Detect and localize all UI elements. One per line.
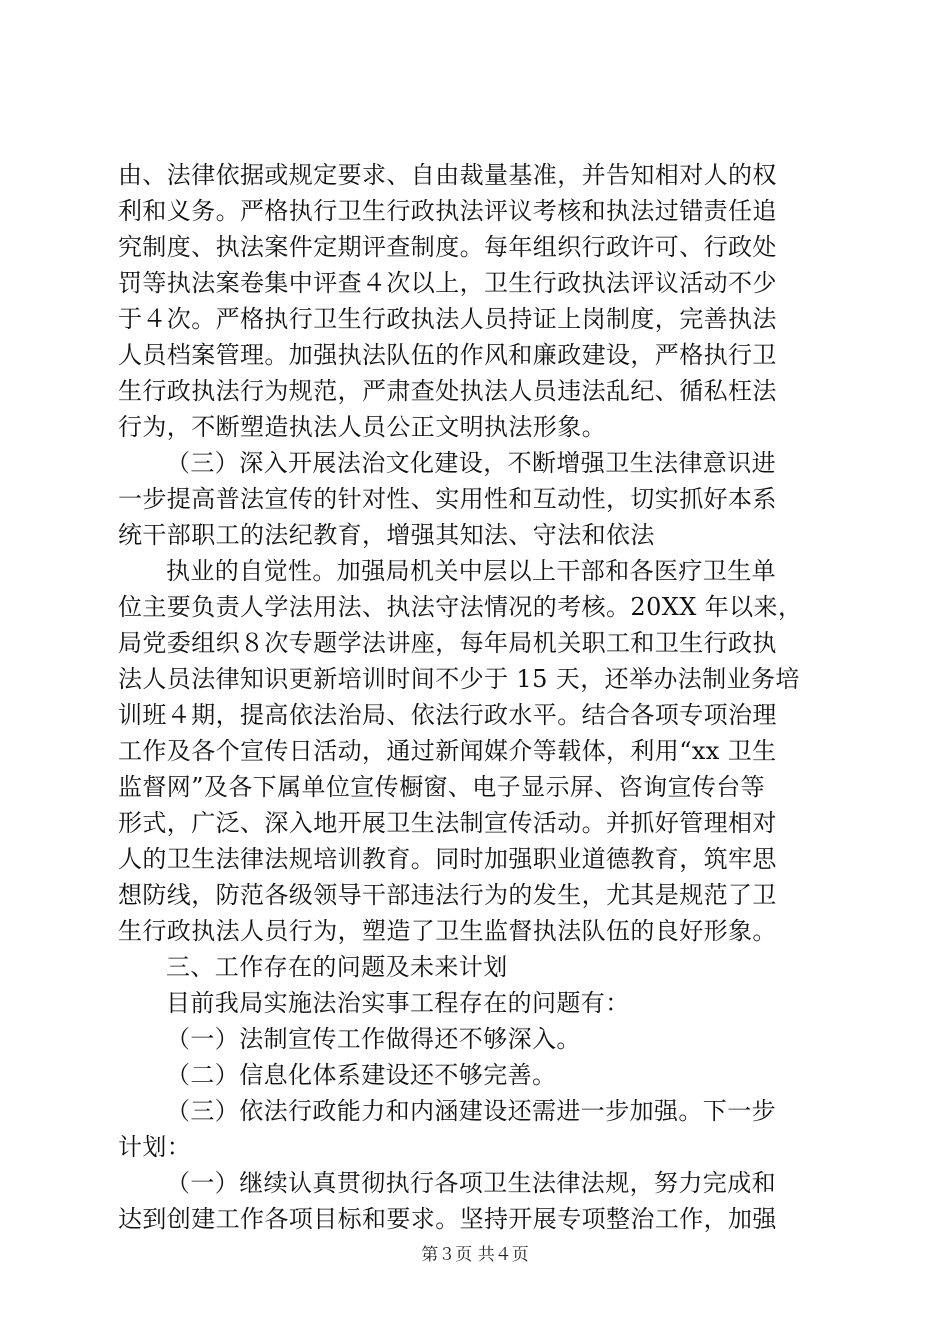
- page-footer: 第３页 共４页: [421, 1245, 529, 1265]
- text-line: 生行政执法人员行为，塑造了卫生监督执法队伍的良好形象。: [118, 917, 777, 945]
- text-line: 罚等执法案卷集中评查４次以上，卫生行政执法评议活动不少: [118, 269, 777, 297]
- text-line: 行为，不断塑造执法人员公正文明执法形象。: [118, 413, 606, 441]
- text-line: 形式，广泛、深入地开展卫生法制宣传活动。并抓好管理相对: [118, 809, 777, 837]
- text-line: （一）法制宣传工作做得还不够深入。: [166, 1025, 581, 1053]
- text-line: 统干部职工的法纪教育，增强其知法、守法和依法: [118, 521, 655, 549]
- text-line: 监督网”及各下属单位宣传橱窗、电子显示屏、咨询宣传台等: [118, 773, 766, 801]
- text-line: （三）深入开展法治文化建设，不断增强卫生法律意识进: [166, 449, 776, 477]
- section-heading: 三、工作存在的问题及未来计划: [166, 953, 508, 981]
- text-line: 一步提高普法宣传的针对性、实用性和互动性，切实抓好本系: [118, 485, 777, 513]
- text-line: 执业的自觉性。加强局机关中层以上干部和各医疗卫生单: [166, 557, 776, 585]
- text-line: 工作及各个宣传日活动，通过新闻媒介等载体，利用“xx 卫生: [118, 737, 777, 765]
- text-line: 达到创建工作各项目标和要求。坚持开展专项整治工作，加强: [118, 1205, 777, 1233]
- text-line: 想防线，防范各级领导干部违法行为的发生，尤其是规范了卫: [118, 881, 777, 909]
- text-line: 法人员法律知识更新培训时间不少于 15 天，还举办法制业务培: [118, 665, 800, 693]
- text-line: 人员档案管理。加强执法队伍的作风和廉政建设，严格执行卫: [118, 341, 777, 369]
- text-line: 生行政执法行为规范，严肃查处执法人员违法乱纪、循私枉法: [118, 377, 777, 405]
- text-line: （一）继续认真贯彻执行各项卫生法律法规，努力完成和: [166, 1169, 776, 1197]
- text-line: 于４次。严格执行卫生行政执法人员持证上岗制度，完善执法: [118, 305, 777, 333]
- text-line: 计划：: [118, 1133, 192, 1161]
- text-line: 位主要负责人学法用法、执法守法情况的考核。20XX 年以来，: [118, 593, 803, 621]
- text-line: 利和义务。严格执行卫生行政执法评议考核和执法过错责任追: [118, 197, 777, 225]
- text-line: 究制度、执法案件定期评查制度。每年组织行政许可、行政处: [118, 233, 777, 261]
- text-line: 局党委组织８次专题学法讲座，每年局机关职工和卫生行政执: [118, 629, 777, 657]
- text-line: 训班４期，提高依法治局、依法行政水平。结合各项专项治理: [118, 701, 777, 729]
- text-line: （二）信息化体系建设还不够完善。: [166, 1061, 557, 1089]
- text-line: 由、法律依据或规定要求、自由裁量基准，并告知相对人的权: [118, 161, 777, 189]
- text-line: 目前我局实施法治实事工程存在的问题有：: [166, 989, 630, 1017]
- text-line: 人的卫生法律法规培训教育。同时加强职业道德教育，筑牢思: [118, 845, 777, 873]
- text-line: （三）依法行政能力和内涵建设还需进一步加强。下一步: [166, 1097, 776, 1125]
